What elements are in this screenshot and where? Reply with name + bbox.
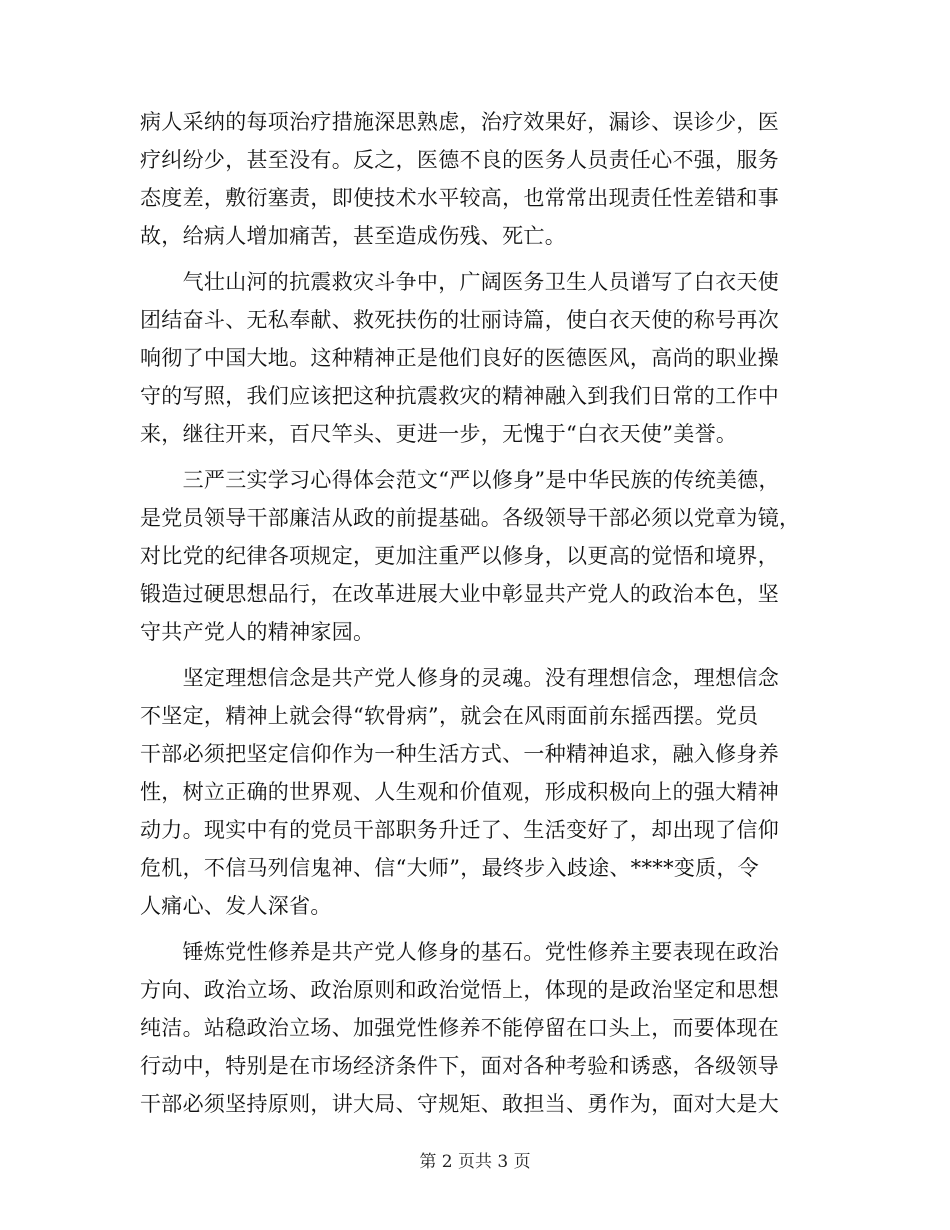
text-line: 气壮山河的抗震救灾斗争中，广阔医务卫生人员谱写了白衣天使 <box>140 270 779 294</box>
text-line: 守的写照，我们应该把这种抗震救灾的精神融入到我们日常的工作中 <box>140 384 779 408</box>
text-line: 态度差，敷衍塞责，即使技术水平较高，也常常出现责任性差错和事 <box>140 186 779 210</box>
text-line: 团结奋斗、无私奉献、救死扶伤的壮丽诗篇，使白衣天使的称号再次 <box>140 308 779 332</box>
text-line: 干部必须坚持原则，讲大局、守规矩、敢担当、勇作为，面对大是大 <box>140 1092 779 1116</box>
text-line: 锻造过硬思想品行，在改革进展大业中彰显共产党人的政治本色，坚 <box>140 582 779 606</box>
text-line: 行动中，特别是在市场经济条件下，面对各种考验和诱惑，各级领导 <box>140 1054 779 1078</box>
text-line: 来，继往开来，百尺竿头、更进一步，无愧于“白衣天使”美誉。 <box>140 422 738 446</box>
paragraph <box>140 461 810 651</box>
text-line: 对比党的纪律各项规定，更加注重严以修身，以更高的觉悟和境界， <box>140 544 779 568</box>
paragraph-gap <box>140 651 810 659</box>
text-line: 方向、政治立场、政治原则和政治觉悟上，体现的是政治坚定和思想 <box>140 978 779 1002</box>
text-line: 疗纠纷少，甚至没有。反之，医德不良的医务人员责任心不强，服务 <box>140 148 779 172</box>
paragraph-gap <box>140 925 810 933</box>
text-line: 干部必须把坚定信仰作为一种生活方式、一种精神追求，融入修身养 <box>140 742 779 766</box>
text-line: 人痛心、发人深省。 <box>140 894 332 918</box>
text-line: 不坚定，精神上就会得“软骨病”，就会在风雨面前东摇西摆。党员 <box>140 704 759 728</box>
text-line: 纯洁。站稳政治立场、加强党性修养不能停留在口头上，而要体现在 <box>140 1016 779 1040</box>
text-line: 危机，不信马列信鬼神、信“大师”，最终步入歧途、****变质，令 <box>140 856 760 880</box>
text-line: 性，树立正确的世界观、人生观和价值观，形成积极向上的强大精神 <box>140 780 779 804</box>
paragraph <box>140 933 810 1123</box>
paragraph-gap <box>140 255 810 263</box>
text-line: 病人采纳的每项治疗措施深思熟虑，治疗效果好，漏诊、误诊少，医 <box>140 110 779 134</box>
paragraph <box>140 263 810 453</box>
document-body <box>140 103 810 1123</box>
text-line: 响彻了中国大地。这种精神正是他们良好的医德医风，高尚的职业操 <box>140 346 779 370</box>
paragraph <box>140 659 810 925</box>
text-line: 三严三实学习心得体会范文“严以修身”是中华民族的传统美德， <box>140 468 780 492</box>
text-line: 故，给病人增加痛苦，甚至造成伤残、死亡。 <box>140 224 566 248</box>
text-line: 坚定理想信念是共产党人修身的灵魂。没有理想信念，理想信念 <box>140 666 779 690</box>
paragraph <box>140 103 810 255</box>
text-line: 是党员领导干部廉洁从政的前提基础。各级领导干部必须以党章为镜， <box>140 506 801 530</box>
text-line: 动力。现实中有的党员干部职务升迁了、生活变好了，却出现了信仰 <box>140 818 779 842</box>
text-line: 锤炼党性修养是共产党人修身的基石。党性修养主要表现在政治 <box>140 940 779 964</box>
text-line: 守共产党人的精神家园。 <box>140 620 375 644</box>
paragraph-gap <box>140 453 810 461</box>
page-number-footer: 第 2 页共 3 页 <box>419 1152 531 1172</box>
